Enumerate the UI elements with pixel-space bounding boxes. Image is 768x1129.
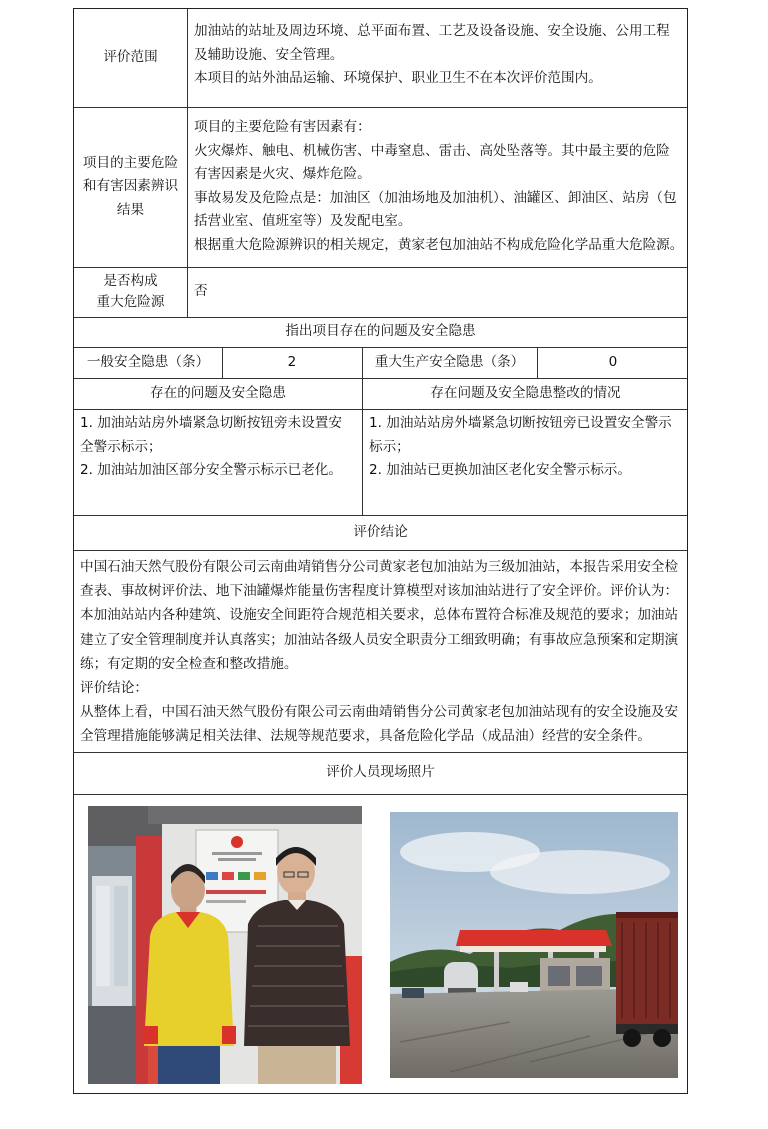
conclusion-line: 从整体上看，中国石油天然气股份有限公司云南曲靖销售分公司黄家老包加油站现有的安全设施及安: [80, 704, 679, 721]
hazards-line: 项目的主要危险有害因素有：: [194, 119, 371, 135]
issues-header: 指出项目存在的问题及安全隐患: [285, 323, 476, 340]
general-hazard-count: 2: [287, 353, 297, 370]
general-hazard-label: 一般安全隐患（条）: [86, 353, 210, 370]
hazards-label: 项目的主要危险 和有害因素辨识 结果: [82, 154, 179, 218]
scope-content: [194, 20, 684, 91]
inspector-photo-drawing: [88, 806, 362, 1084]
conclusion-line: 本加油站站内各种建筑、设施安全间距符合规范相关要求，总体布置符合标准及规范的要求；加油站: [80, 607, 679, 624]
hazards-line: 根据重大危险源辨识的相关规定，黄家老包加油站不构成危险化学品重大危险源。: [194, 236, 684, 253]
major-hazard-value: 否: [194, 283, 208, 300]
issue-item: 2. 加油站加油区部分安全警示标示已老化。: [80, 462, 342, 478]
hazards-line: 括营业室、值班室等）及发配电室。: [194, 213, 412, 229]
issue-item: 1. 加油站站房外墙紧急切断按钮旁未设置安: [80, 415, 342, 431]
conclusion-line: 中国石油天然气股份有限公司云南曲靖销售分公司黄家老包加油站为三级加油站，本报告采用安全检: [80, 559, 679, 575]
issue-item: 全警示标示；: [80, 438, 162, 455]
rectification-item: 1. 加油站站房外墙紧急切断按钮旁已设置安全警示: [369, 415, 672, 431]
hazards-line: 事故易发及危险点是：加油区（加油场地及加油机）、油罐区、卸油区、站房（包: [194, 189, 677, 206]
issues-column-right-header: 存在问题及安全隐患整改的情况: [430, 384, 621, 401]
hazards-line: 有害因素是火灾、爆炸危险。: [194, 166, 371, 182]
conclusion-line: 评价结论：: [80, 680, 148, 697]
inspector-photo: [88, 806, 362, 1084]
major-hazard-issue-count: 0: [608, 353, 618, 370]
evaluation-table: [73, 8, 688, 1094]
scope-label: 评价范围: [103, 49, 158, 66]
major-hazard-label: 是否构成 重大危险源: [96, 273, 165, 310]
scope-line: 本项目的站外油品运输、环境保护、职业卫生不在本次评价范围内。: [194, 70, 602, 86]
issues-list: [80, 412, 360, 483]
conclusion-header: 评价结论: [353, 523, 408, 540]
conclusion-line: 查表、事故树评价法、地下油罐爆炸能量伤害程度计算模型对该加油站进行了安全评价。评价认为：: [80, 583, 679, 600]
major-hazard-issue-label: 重大生产安全隐患（条）: [374, 353, 525, 370]
photos-header: 评价人员现场照片: [326, 764, 435, 781]
scope-line: 及辅助设施、安全管理。: [194, 46, 344, 63]
rectification-list: [369, 412, 687, 483]
hazards-line: 火灾爆炸、触电、机械伤害、中毒窒息、雷击、高处坠落等。其中最主要的危险: [194, 142, 670, 159]
conclusion-line: 建立了安全管理制度并认真落实；加油站各级人员安全职责分工细致明确；有事故应急预案和定期演: [80, 631, 679, 648]
issues-column-left-header: 存在的问题及安全隐患: [150, 384, 286, 401]
rectification-item: 2. 加油站已更换加油区老化安全警示标示。: [369, 462, 631, 478]
conclusion-line: 练；有定期的安全检查和整改措施。: [80, 655, 298, 672]
conclusion-line: 全管理措施能够满足相关法律、法规等规范要求，具备危险化学品（成品油）经营的安全条件。: [80, 728, 651, 745]
hazards-content: [194, 116, 684, 257]
gas-station-drawing: [390, 812, 678, 1078]
rectification-item: 标示；: [369, 438, 410, 455]
conclusion-body: [80, 555, 686, 749]
gas-station-photo: [390, 812, 678, 1078]
scope-line: 加油站的站址及周边环境、总平面布置、工艺及设备设施、安全设施、公用工程: [194, 23, 670, 39]
